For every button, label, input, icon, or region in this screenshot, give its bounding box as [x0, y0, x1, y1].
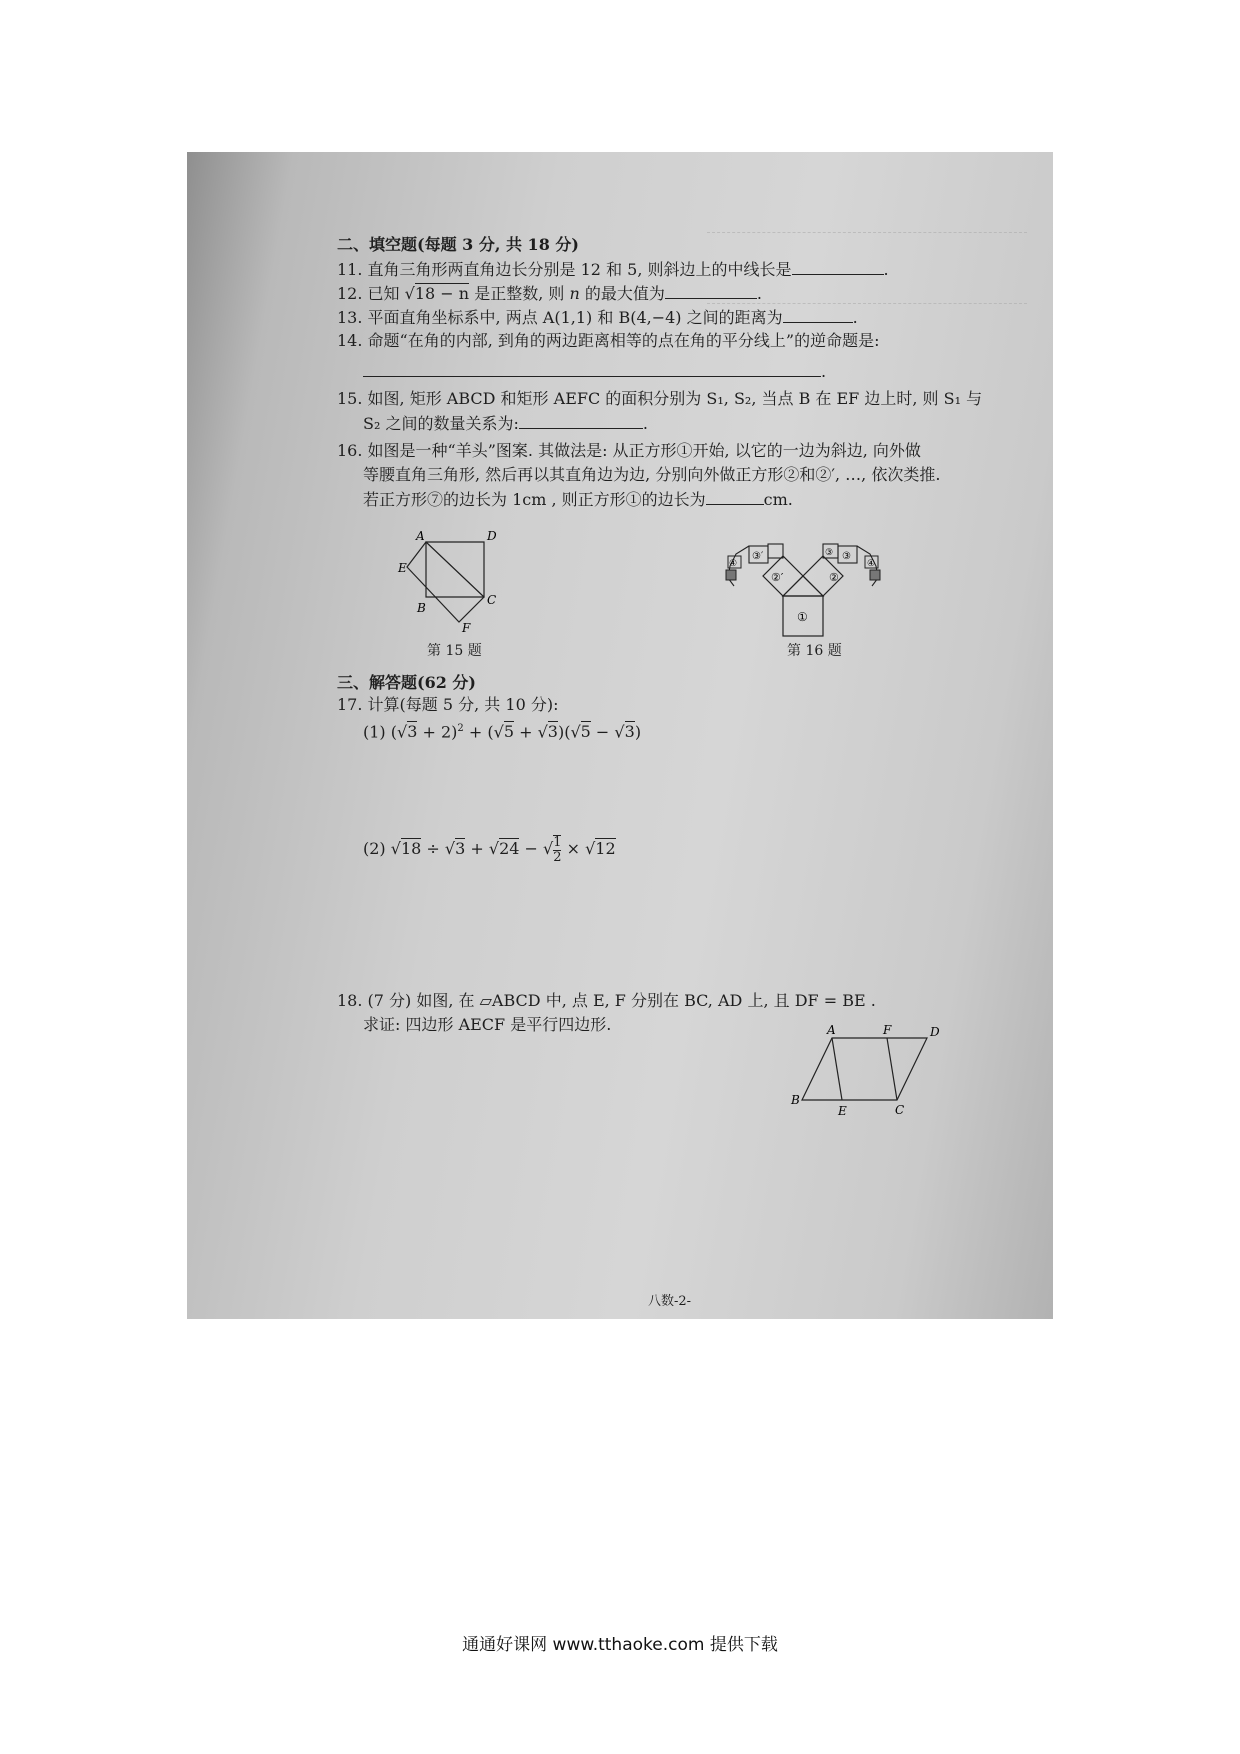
- question-15-line1: [337, 388, 982, 410]
- fig18-label: B: [791, 1093, 800, 1107]
- q17-p2-div: ÷: [426, 839, 440, 858]
- fig18-label: F: [883, 1023, 892, 1037]
- fig15-diagonal-ac: [426, 542, 484, 597]
- question-17-part2: (2) √18 ÷ √3 + √24 − √ $\frac{1}{2}$ × √12: [363, 834, 616, 865]
- fig16-caption: 第 16 题: [787, 643, 842, 659]
- fig16-label: ②: [829, 571, 839, 584]
- q17-p1-square: 2: [457, 723, 464, 734]
- fig15-label: A: [416, 529, 425, 543]
- q15-end: .: [642, 414, 648, 433]
- q17-p1-r3c: 3: [624, 722, 635, 742]
- q17-p2-label: (2): [363, 839, 386, 858]
- q12-end: .: [756, 284, 762, 303]
- figure-15: [398, 529, 532, 640]
- q12-answer-blank[interactable]: [665, 282, 757, 299]
- q12-radicand: 18 − n: [414, 284, 470, 303]
- fig16-label: ②′: [771, 571, 784, 584]
- q13-end: .: [852, 308, 858, 327]
- fig15-label: E: [398, 561, 407, 575]
- q17-p1-r5b: 5: [580, 722, 591, 742]
- fig15-label: F: [462, 621, 471, 635]
- q17-p2-numerator: 1: [553, 834, 562, 850]
- fig18-segment-fc: [887, 1038, 897, 1100]
- q17-p1-label: (1): [363, 722, 386, 742]
- q12-mid: 是正整数, 则: [474, 284, 565, 303]
- question-15-line2: [363, 412, 648, 435]
- q12-pre: 12. 已知: [337, 284, 400, 303]
- question-11: [337, 258, 889, 281]
- question-17-intro: 17. 计算(每题 5 分, 共 10 分):: [337, 695, 559, 714]
- fig15-label: B: [417, 601, 426, 615]
- fig18-label: C: [895, 1103, 905, 1117]
- question-16-line1: [337, 440, 921, 462]
- q17-p2-times: ×: [566, 839, 580, 858]
- q14-end: .: [821, 362, 827, 381]
- fig16-label: ④: [729, 559, 738, 569]
- fig16-label: ③′: [752, 551, 764, 562]
- q17-p2-r12: 12: [595, 839, 616, 858]
- figure-18: [787, 1022, 947, 1122]
- exam-photo: [187, 152, 1053, 1319]
- q16-line1: 16. 如图是一种“羊头”图案. 其做法是: 从正方形①开始, 以它的一边为斜边, 向外做: [337, 441, 921, 460]
- fig16-square-3p: [768, 544, 783, 558]
- q17-p1-r3b: 3: [547, 722, 558, 742]
- question-16-line2: [363, 464, 940, 486]
- fig16-label: ①: [797, 610, 808, 624]
- fig15-label: D: [487, 529, 497, 543]
- q17-p1-plus: +: [468, 722, 483, 742]
- q11-end: .: [883, 260, 889, 279]
- question-14-answer-line: [363, 360, 826, 383]
- fig18-label: D: [930, 1025, 940, 1039]
- fig18-segment-ae: [832, 1038, 842, 1100]
- q13-answer-blank[interactable]: [783, 306, 853, 323]
- q17-p2-denominator: 2: [553, 849, 562, 865]
- q12-sqrt: √18 − n: [404, 284, 470, 303]
- q17-p1-plus2: + 2): [422, 722, 458, 742]
- q12-var: n: [569, 284, 580, 303]
- section3-heading: 三、解答题(62 分): [337, 673, 476, 692]
- question-18-line2: 求证: 四边形 AECF 是平行四边形.: [363, 1015, 612, 1034]
- q17-p2-fraction: [553, 835, 561, 865]
- fig15-caption: 第 15 题: [427, 643, 482, 659]
- q17-p2-r24: 24: [499, 839, 520, 858]
- fig16-label: ③: [825, 548, 834, 558]
- fig15-label: C: [487, 593, 497, 607]
- section2-heading: 二、填空题(每题 3 分, 共 18 分): [337, 235, 579, 254]
- q15-line2: S₂ 之间的数量关系为:: [363, 414, 519, 433]
- q16-line3: 若正方形⑦的边长为 1cm , 则正方形①的边长为: [363, 490, 706, 509]
- q17-p2-r3: 3: [455, 839, 466, 858]
- question-13: [337, 306, 858, 329]
- question-18-line1: 18. (7 分) 如图, 在 ▱ABCD 中, 点 E, F 分别在 BC, AD 上, 且 DF = BE .: [337, 991, 876, 1010]
- fig18-label: E: [838, 1104, 847, 1118]
- q15-line1: 15. 如图, 矩形 ABCD 和矩形 AEFC 的面积分别为 S₁, S₂, 当点 B 在 EF 边上时, 则 S₁ 与: [337, 389, 983, 408]
- figure-16: [712, 534, 902, 644]
- q11-text: 11. 直角三角形两直角边长分别是 12 和 5, 则斜边上的中线长是: [337, 260, 792, 279]
- q17-p2-plus: +: [470, 839, 484, 858]
- q17-p2-minus: −: [524, 839, 538, 858]
- question-17-part1: (1) $(√3 + 2)^2 + (√5 + √3)(√5 - √3)$: [363, 722, 642, 742]
- q17-p1-r3: 3: [407, 722, 418, 742]
- q17-p1-r5: 5: [503, 722, 514, 742]
- fig16-label: ③: [842, 551, 851, 562]
- question-12: [337, 282, 762, 305]
- q16-answer-blank[interactable]: [706, 488, 764, 505]
- q17-p2-r18: 18: [400, 839, 422, 858]
- fig16-triangle: [783, 576, 823, 596]
- q15-answer-blank[interactable]: [519, 412, 643, 429]
- q14-text: 14. 命题“在角的内部, 到角的两边距离相等的点在角的平分线上”的逆命题是:: [337, 331, 880, 350]
- q12-post: 的最大值为: [584, 284, 665, 303]
- footer-credit[interactable]: 通通好课网 www.tthaoke.com 提供下载: [462, 1635, 778, 1655]
- q16-line2: 等腰直角三角形, 然后再以其直角边为边, 分别向外做正方形②和②′, …, 依次类推.: [363, 465, 941, 484]
- q14-answer-blank[interactable]: [363, 360, 821, 377]
- fig16-square-5b: [870, 570, 880, 580]
- fig18-label: A: [827, 1023, 836, 1037]
- fig16-label: ④: [867, 559, 876, 569]
- question-14: [337, 330, 879, 352]
- q16-unit: cm.: [763, 490, 793, 509]
- page-number: 八数-2-: [648, 1294, 692, 1309]
- q11-answer-blank[interactable]: [792, 258, 884, 275]
- q13-text: 13. 平面直角坐标系中, 两点 A(1,1) 和 B(4,−4) 之间的距离为: [337, 308, 783, 327]
- fig18-parallelogram-abcd: [802, 1038, 927, 1100]
- fig16-square-5: [726, 570, 736, 580]
- question-16-line3: [363, 488, 793, 511]
